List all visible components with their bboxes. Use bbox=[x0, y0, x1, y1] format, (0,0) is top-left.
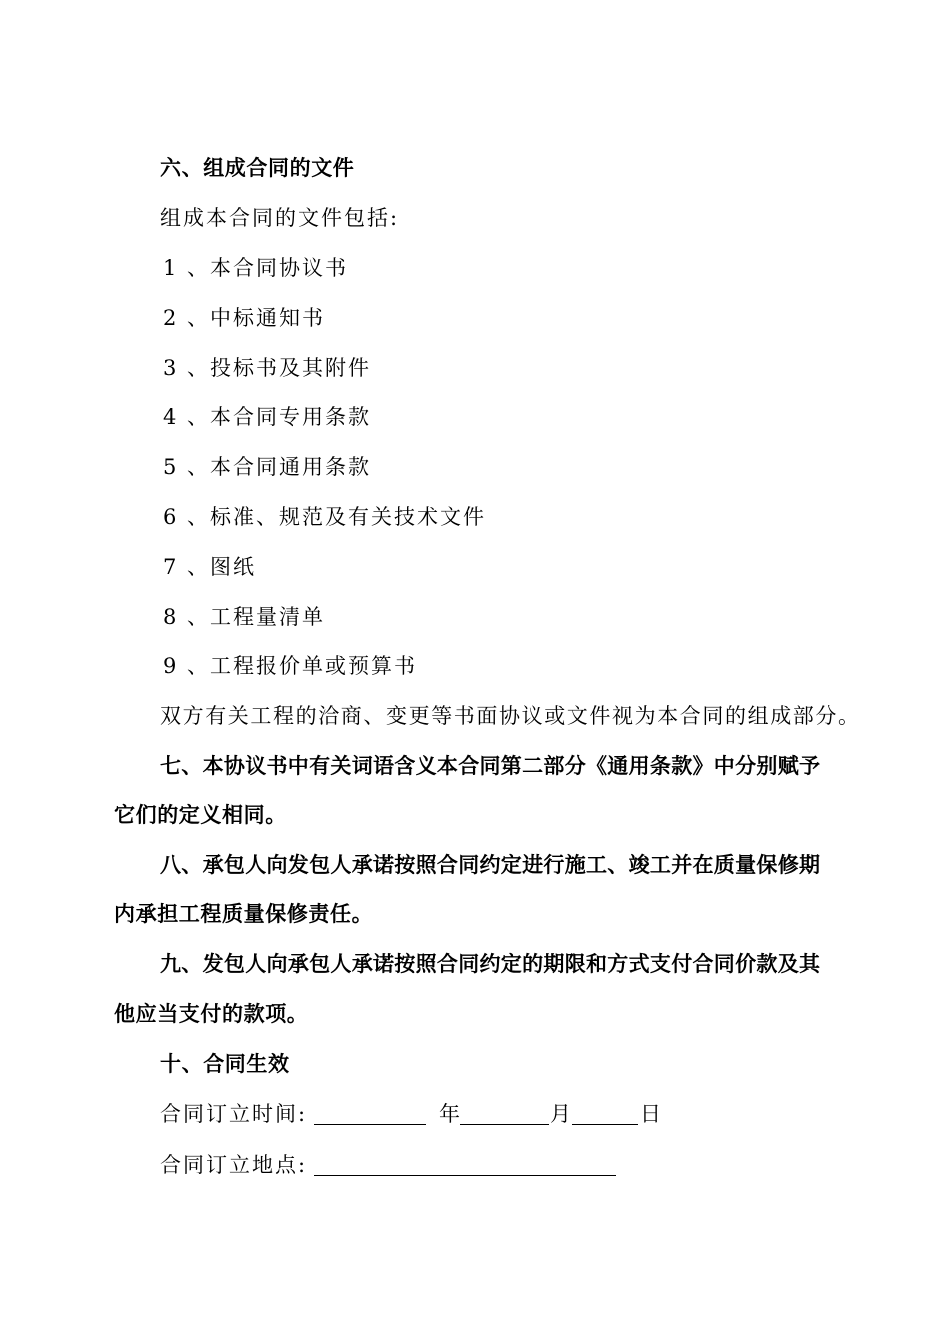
section-6-intro: 组成本合同的文件包括: bbox=[160, 206, 400, 230]
list-item: 3 、投标书及其附件 bbox=[163, 356, 372, 380]
list-item: 4 、本合同专用条款 bbox=[163, 405, 372, 429]
list-item: 1 、本合同协议书 bbox=[163, 256, 349, 280]
section-8-line-1: 八、承包人向发包人承诺按照合同约定进行施工、竣工并在质量保修期 bbox=[160, 853, 821, 877]
month-label: 月 bbox=[550, 1102, 573, 1126]
signing-place-row bbox=[0, 1151, 950, 1179]
section-6-heading: 六、组成合同的文件 bbox=[160, 156, 355, 180]
signing-time-label: 合同订立时间: bbox=[160, 1102, 308, 1126]
list-item: 9 、工程报价单或预算书 bbox=[163, 654, 418, 678]
list-item: 7 、图纸 bbox=[163, 555, 257, 579]
signing-place-field[interactable] bbox=[314, 1151, 616, 1176]
list-item: 6 、标准、规范及有关技术文件 bbox=[163, 505, 487, 529]
section-8-line-2: 内承担工程质量保修责任。 bbox=[114, 902, 374, 926]
signing-place-label: 合同订立地点: bbox=[160, 1153, 308, 1177]
list-item: 2 、中标通知书 bbox=[163, 306, 326, 330]
signing-year-field[interactable] bbox=[314, 1100, 426, 1125]
day-label: 日 bbox=[640, 1102, 663, 1126]
year-label: 年 bbox=[439, 1102, 462, 1126]
section-7-line-2: 它们的定义相同。 bbox=[114, 803, 287, 827]
list-item: 8 、工程量清单 bbox=[163, 605, 326, 629]
section-6-closing: 双方有关工程的洽商、变更等书面协议或文件视为本合同的组成部分。 bbox=[160, 704, 861, 728]
section-10-heading: 十、合同生效 bbox=[160, 1052, 290, 1076]
signing-time-row bbox=[0, 1100, 950, 1128]
signing-day-field[interactable] bbox=[572, 1100, 638, 1125]
list-item: 5 、本合同通用条款 bbox=[163, 455, 372, 479]
section-9-line-1: 九、发包人向承包人承诺按照合同约定的期限和方式支付合同价款及其 bbox=[160, 952, 821, 976]
section-9-line-2: 他应当支付的款项。 bbox=[114, 1002, 309, 1026]
section-7-line-1: 七、本协议书中有关词语含义本合同第二部分《通用条款》中分别赋予 bbox=[160, 754, 821, 778]
signing-month-field[interactable] bbox=[460, 1100, 549, 1125]
